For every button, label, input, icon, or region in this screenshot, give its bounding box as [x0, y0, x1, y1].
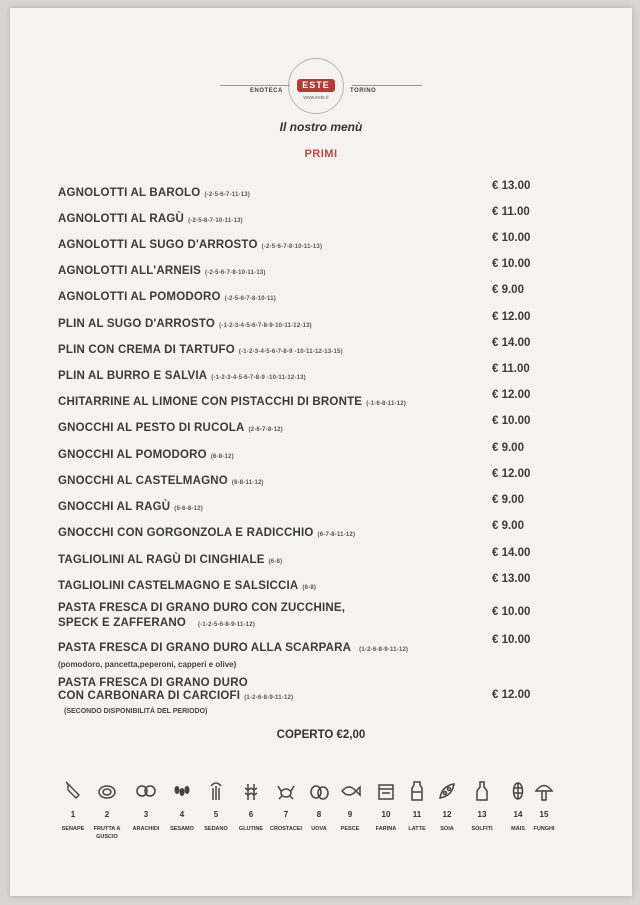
egg-icon [308, 780, 330, 802]
item-name: AGNOLOTTI AL RAGÙ [58, 213, 185, 225]
logo-url: www.este.it [303, 95, 329, 101]
item-allergen-codes: (1-2-6-8-9-11-12) [359, 647, 409, 653]
item-allergen-codes: (-2-5-6-7-8-10-11) [224, 296, 276, 302]
logo-line-right [352, 85, 422, 86]
logo-city-left: ENOTECA [250, 88, 283, 94]
allergen-6 [231, 780, 271, 833]
soy-icon [436, 780, 458, 802]
item-price: € 9.00 [492, 284, 524, 296]
item-price: € 13.00 [492, 180, 531, 192]
allergen-label: FUNGHI [533, 826, 555, 832]
allergen-12 [427, 780, 467, 833]
allergen-label: SENAPE [61, 826, 85, 832]
logo-badge: ESTE [297, 79, 335, 92]
item-note: (SECONDO DISPONIBILITÀ DEL PERIODO) [64, 708, 208, 715]
item-name: TAGLIOLINI CASTELMAGNO E SALSICCIA [58, 580, 299, 592]
allergen-3 [126, 780, 166, 833]
allergen-label: GLUTINE [238, 826, 264, 832]
item-name: CHITARRINE AL LIMONE CON PISTACCHI DI BRONTE [58, 396, 363, 408]
allergen-label: MAIS [511, 826, 525, 832]
item-allergen-codes: (-2-5-6-7-8-10-11-13) [205, 270, 266, 276]
allergen-number: 7 [283, 810, 289, 819]
item-allergen-codes: (-1-2-5-6-8-9-11-12) [198, 622, 256, 628]
item-name-line1: PASTA FRESCA DI GRANO DURO CON ZUCCHINE, [58, 602, 346, 614]
allergen-label: FARINA [375, 826, 397, 832]
item-allergen-codes: (6-8) [268, 559, 283, 565]
item-price: € 12.00 [492, 468, 531, 480]
item-price: € 9.00 [492, 442, 524, 454]
allergen-number: 5 [213, 810, 219, 819]
item-price: € 13.00 [492, 573, 531, 585]
allergen-number: 3 [143, 810, 149, 819]
item-allergen-codes: (-2-5-8-7-10-11-13) [188, 218, 243, 224]
item-price: € 11.00 [492, 206, 530, 218]
allergen-label: SEDANO [204, 826, 228, 832]
allergen-number: 13 [477, 810, 487, 819]
item-allergen-codes: (-1-2-3-4-5-6-7-8-9 -10-11-12-13-15) [238, 349, 343, 355]
item-price: € 14.00 [492, 337, 531, 349]
celery-icon [205, 780, 227, 802]
allergen-number: 2 [104, 810, 110, 819]
allergen-label: UOVA [311, 826, 327, 832]
allergen-label: ARACHIDI [132, 826, 160, 832]
item-price: € 10.00 [492, 258, 531, 270]
menu-sheet [10, 8, 632, 896]
allergen-label: SOLFITI [471, 826, 493, 832]
item-price: € 12.00 [492, 389, 531, 401]
cover-charge: COPERTO €2,00 [276, 729, 366, 741]
item-name: GNOCCHI AL POMODORO [58, 449, 207, 461]
allergen-number: 9 [347, 810, 353, 819]
item-price: € 12.00 [492, 689, 531, 701]
peanut-icon [135, 780, 157, 802]
allergen-number: 12 [442, 810, 452, 819]
item-name: PLIN CON CREMA DI TARTUFO [58, 344, 235, 356]
allergen-number: 8 [316, 810, 322, 819]
item-name: PLIN AL BURRO E SALVIA [58, 370, 208, 382]
allergen-number: 6 [248, 810, 254, 819]
item-allergen-codes: (6-7-8-11-12) [317, 532, 356, 538]
allergen-number: 4 [179, 810, 185, 819]
allergen-13 [462, 780, 502, 833]
item-name: GNOCCHI AL CASTELMAGNO [58, 475, 228, 487]
logo [10, 58, 632, 116]
fish-icon [339, 780, 361, 802]
wine-icon [471, 780, 493, 802]
item-price: € 9.00 [492, 520, 524, 532]
item-note: (pomodoro, pancetta,peperoni, capperi e olive) [58, 660, 237, 669]
item-name: TAGLIOLINI AL RAGÙ DI CINGHIALE [58, 554, 265, 566]
item-allergen-codes: (-1-6-8-11-12) [366, 401, 407, 407]
item-allergen-codes: (6-8-12) [210, 454, 234, 460]
item-price: € 10.00 [492, 232, 531, 244]
item-name: GNOCCHI AL RAGÙ [58, 501, 171, 513]
item-name-line1: PASTA FRESCA DI GRANO DURO [58, 677, 248, 689]
item-allergen-codes: (1-2-6-8-9-11-12) [244, 695, 294, 701]
allergen-15 [524, 780, 564, 833]
item-price: € 11.00 [492, 363, 530, 375]
menu-subtitle: Il nostro menù [279, 120, 363, 134]
item-allergen-codes: (-1-2-3-4-5-6-7-8-9 -10-11-12-13) [211, 375, 306, 381]
item-price: € 10.00 [492, 634, 531, 646]
item-allergen-codes: (6-8) [302, 585, 317, 591]
item-name: AGNOLOTTI AL BAROLO [58, 187, 201, 199]
item-name: AGNOLOTTI AL SUGO D'ARROSTO [58, 239, 258, 251]
item-allergen-codes: (-2-5-6-7-11-13) [204, 192, 250, 198]
logo-city-right: TORINO [350, 88, 377, 94]
allergen-number: 1 [70, 810, 76, 819]
item-price: € 10.00 [492, 606, 531, 618]
item-price: € 14.00 [492, 547, 531, 559]
allergen-label: SESAMO [170, 826, 194, 832]
item-allergen-codes: (-2-5-6-7-8-10-11-13) [261, 244, 323, 250]
item-allergen-codes: (2-6-7-8-12) [248, 427, 283, 433]
milk-icon [406, 780, 428, 802]
mushroom-icon [533, 780, 555, 802]
item-name: GNOCCHI AL PESTO DI RUCOLA [58, 422, 245, 434]
item-name: PASTA FRESCA DI GRANO DURO ALLA SCARPARA [58, 642, 352, 654]
item-name-line2: SPECK E ZAFFERANO [58, 617, 186, 629]
item-allergen-codes: (6-8-11-12) [231, 480, 264, 486]
allergen-label: FRUTTA A GUSCIO [93, 826, 121, 840]
logo-line-left [220, 85, 290, 86]
wheat-icon [240, 780, 262, 802]
allergen-number: 15 [539, 810, 549, 819]
allergen-9 [330, 780, 370, 833]
allergen-label: CROSTACEI [270, 826, 302, 832]
item-name: GNOCCHI CON GORGONZOLA E RADICCHIO [58, 527, 314, 539]
item-name-line2: CON CARBONARA DI CARCIOFI [58, 690, 241, 702]
allergen-label: PESCE [340, 826, 360, 832]
allergen-5 [196, 780, 236, 833]
item-name: PLIN AL SUGO D'ARROSTO [58, 318, 216, 330]
item-name: AGNOLOTTI ALL'ARNEIS [58, 265, 202, 277]
crab-icon [275, 780, 297, 802]
allergen-label: SOIA [440, 826, 454, 832]
nut-icon [96, 780, 118, 802]
item-price: € 10.00 [492, 415, 531, 427]
allergen-number: 14 [513, 810, 523, 819]
item-price: € 9.00 [492, 494, 524, 506]
allergen-label: LATTE [408, 826, 426, 832]
item-price: € 12.00 [492, 311, 531, 323]
allergen-number: 11 [412, 810, 422, 819]
section-title: PRIMI [304, 148, 338, 160]
flour-icon [375, 780, 397, 802]
allergen-2 [87, 780, 127, 841]
item-allergen-codes: (5-6-8-12) [174, 506, 203, 512]
allergen-number: 10 [381, 810, 391, 819]
item-allergen-codes: (-1-2-3-4-5-6-7-8-9-10-11-12-13) [219, 323, 312, 329]
sesame-icon [171, 780, 193, 802]
item-name: AGNOLOTTI AL POMODORO [58, 291, 221, 303]
mustard-icon [62, 780, 84, 802]
